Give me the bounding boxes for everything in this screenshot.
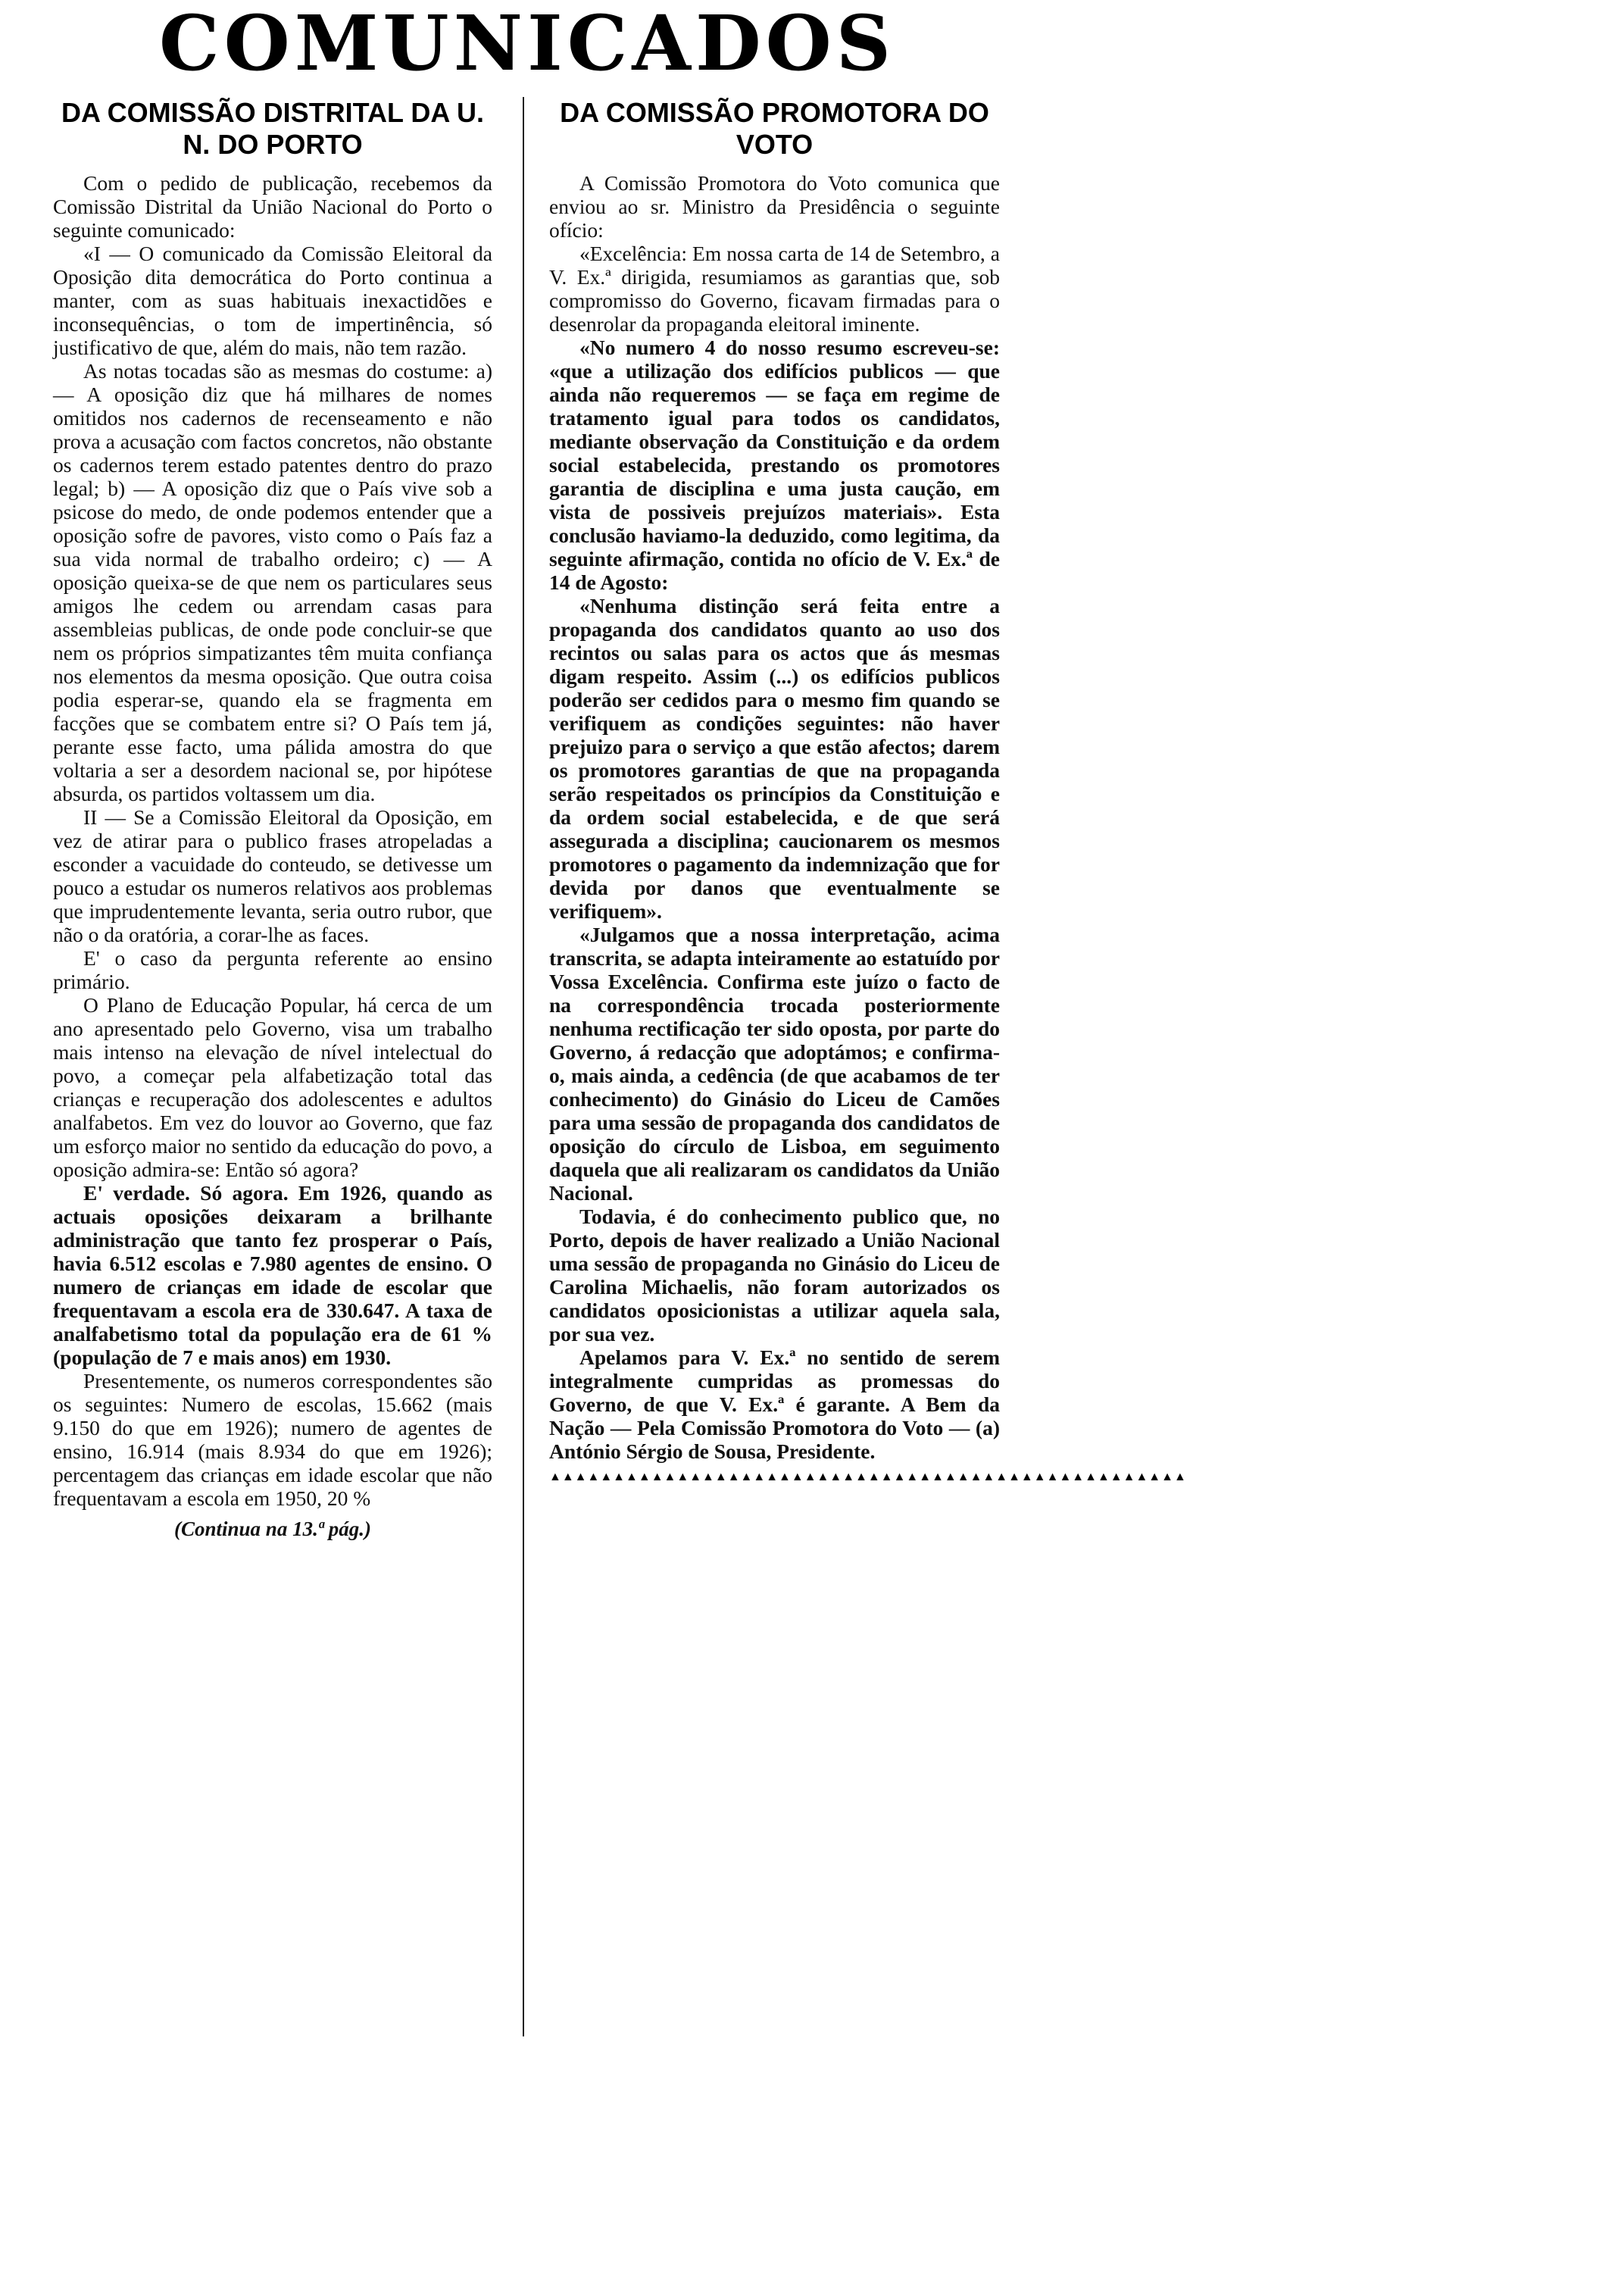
paragraph: «Julgamos que a nossa interpretação, acima transcrita, se adapta inteiramente ao estatuído por Vossa Excelência. Confirma este juízo o facto de na correspondência trocada posteriormente nenhuma rectificação ter sido oposta, por parte do Governo, á redacção que adoptámos; e confirma-o, mais ainda, a cedência (de que acabamos de ter conhecimento) do Ginásio do Liceu de Camões para uma sessão de propaganda dos candidatos de oposição do círculo de Lisboa, em seguimento daquela que ali realizaram os candidatos da União Nacional. bbox=[549, 923, 1000, 1205]
paragraph: Com o pedido de publicação, recebemos da Comissão Distrital da União Nacional do Porto o seguinte comunicado: bbox=[53, 171, 492, 242]
masthead-title: COMUNICADOS bbox=[159, 0, 896, 88]
paragraph: A Comissão Promotora do Voto comunica que enviou ao sr. Ministro da Presidência o seguinte ofício: bbox=[549, 171, 1000, 242]
end-ornament-rule: ▲▲▲▲▲▲▲▲▲▲▲▲▲▲▲▲▲▲▲▲▲▲▲▲▲▲▲▲▲▲▲▲▲▲▲▲▲▲▲▲▲▲▲▲▲▲▲▲▲▲ bbox=[549, 1471, 1187, 1483]
paragraph: Todavia, é do conhecimento publico que, no Porto, depois de haver realizado a União Nacional uma sessão de propaganda no Ginásio do Liceu de Carolina Michaelis, não foram autorizados os candidatos oposicionistas a utilizar aquela sala, por sua vez. bbox=[549, 1205, 1000, 1346]
article-right-heading: DA COMISSÃO PROMOTORA DO VOTO bbox=[560, 97, 989, 160]
newspaper-clipping bbox=[53, 0, 1187, 2091]
paragraph: E' o caso da pergunta referente ao ensino primário. bbox=[53, 946, 492, 993]
paragraph: O Plano de Educação Popular, há cerca de um ano apresentado pelo Governo, visa um trabalho mais intenso na elevação de nível intelectual do povo, a começar pela alfabetização total das crianças e recuperação dos adolescentes e adultos analfabetos. Em vez do louvor ao Governo, que faz um esforço maior no sentido da educação do povo, a oposição admira-se: Então só agora? bbox=[53, 993, 492, 1181]
paragraph: E' verdade. Só agora. Em 1926, quando as actuais oposições deixaram a brilhante administração que tanto fez prosperar o País, havia 6.512 escolas e 7.980 agentes de ensino. O numero de crianças em idade de escolar que frequentavam a escola era de 330.647. A taxa de analfabetismo total da população era de 61 % (população de 7 e mais anos) em 1930. bbox=[53, 1181, 492, 1369]
article-right-body bbox=[549, 171, 1000, 1463]
paragraph: II — Se a Comissão Eleitoral da Oposição, em vez de atirar para o publico frases atropeladas a esconder a vacuidade do conteudo, se detivesse um pouco a estudar os numeros relativos aos problemas que imprudentemente levanta, seria outro rubor, que não o da oratória, a corar-lhe as faces. bbox=[53, 805, 492, 946]
paragraph: As notas tocadas são as mesmas do costume: a) — A oposição diz que há milhares de nomes omitidos nos cadernos de recenseamento e não prova a acusação com factos concretos, não obstante os cadernos terem estado patentes dentro do prazo legal; b) — A oposição diz que o País vive sob a psicose do medo, de onde podemos entender que a oposição sofre de pavores, visto como o País faz a sua vida normal de trabalho ordeiro; c) — A oposição queixa-se de que nem os particulares seus amigos lhe cedem ou arrendam casas para assembleias publicas, de onde pode concluir-se que nem os próprios simpatizantes têm muita confiança nos elementos da mesma oposição. Que outra coisa podia esperar-se, quando ela se fragmenta em facções que se combatem entre si? O País tem já, perante esse facto, uma pálida amostra do que voltaria a ser a desordem nacional se, por hipótese absurda, os partidos voltassem um dia. bbox=[53, 359, 492, 805]
column-divider bbox=[523, 97, 524, 2036]
continued-notice: (Continua na 13.ª pág.) bbox=[174, 1517, 371, 1540]
paragraph: «Excelência: Em nossa carta de 14 de Setembro, a V. Ex.ª dirigida, resumiamos as garantias que, sob compromisso do Governo, ficavam firmadas para o desenrolar da propaganda eleitoral iminente. bbox=[549, 242, 1000, 336]
article-right bbox=[549, 97, 1187, 1483]
paragraph: «I — O comunicado da Comissão Eleitoral da Oposição dita democrática do Porto continua a manter, com as suas habituais inexactidões e inconsequências, o tom de impertinência, só justificativo de que, além do mais, não tem razão. bbox=[53, 242, 492, 359]
paragraph: «No numero 4 do nosso resumo escreveu-se: «que a utilização dos edifícios publicos — que ainda não requeremos — se faça em regime de tratamento igual para todos os candidatos, mediante observação da Constituição e da ordem social estabelecida, prestando os promotores garantia de disciplina e uma justa caução, em vista de possiveis prejuízos materiais». Esta conclusão haviamo-la deduzido, como legitima, da seguinte afirmação, contida no ofício de V. Ex.ª de 14 de Agosto: bbox=[549, 336, 1000, 594]
article-left-body bbox=[53, 171, 492, 1510]
article-left-heading: DA COMISSÃO DISTRITAL DA U. N. DO PORTO bbox=[61, 97, 484, 160]
article-left bbox=[53, 97, 492, 1541]
paragraph: Presentemente, os numeros correspondentes são os seguintes: Numero de escolas, 15.662 (mais 9.150 do que em 1926); numero de agentes de ensino, 16.914 (mais 8.934 do que em 1926); percentagem das crianças em idade escolar que não frequentavam a escola em 1950, 20 % bbox=[53, 1369, 492, 1510]
paragraph: Apelamos para V. Ex.ª no sentido de serem integralmente cumpridas as promessas do Governo, de que V. Ex.ª é garante. A Bem da Nação — Pela Comissão Promotora do Voto — (a) António Sérgio de Sousa, Presidente. bbox=[549, 1346, 1000, 1463]
paragraph: «Nenhuma distinção será feita entre a propaganda dos candidatos quanto ao uso dos recintos ou salas para os actos que ás mesmas digam respeito. Assim (...) os edifícios publicos poderão ser cedidos para o mesmo fim quando se verifiquem as condições seguintes: não haver prejuizo para o serviço a que estão afectos; darem os promotores garantias de que na propaganda serão respeitados os princípios da Constituição e da ordem social estabelecida, e de que será assegurada a disciplina; caucionarem os mesmos promotores o pagamento da indemnização que for devida por danos que eventualmente se verifiquem». bbox=[549, 594, 1000, 923]
